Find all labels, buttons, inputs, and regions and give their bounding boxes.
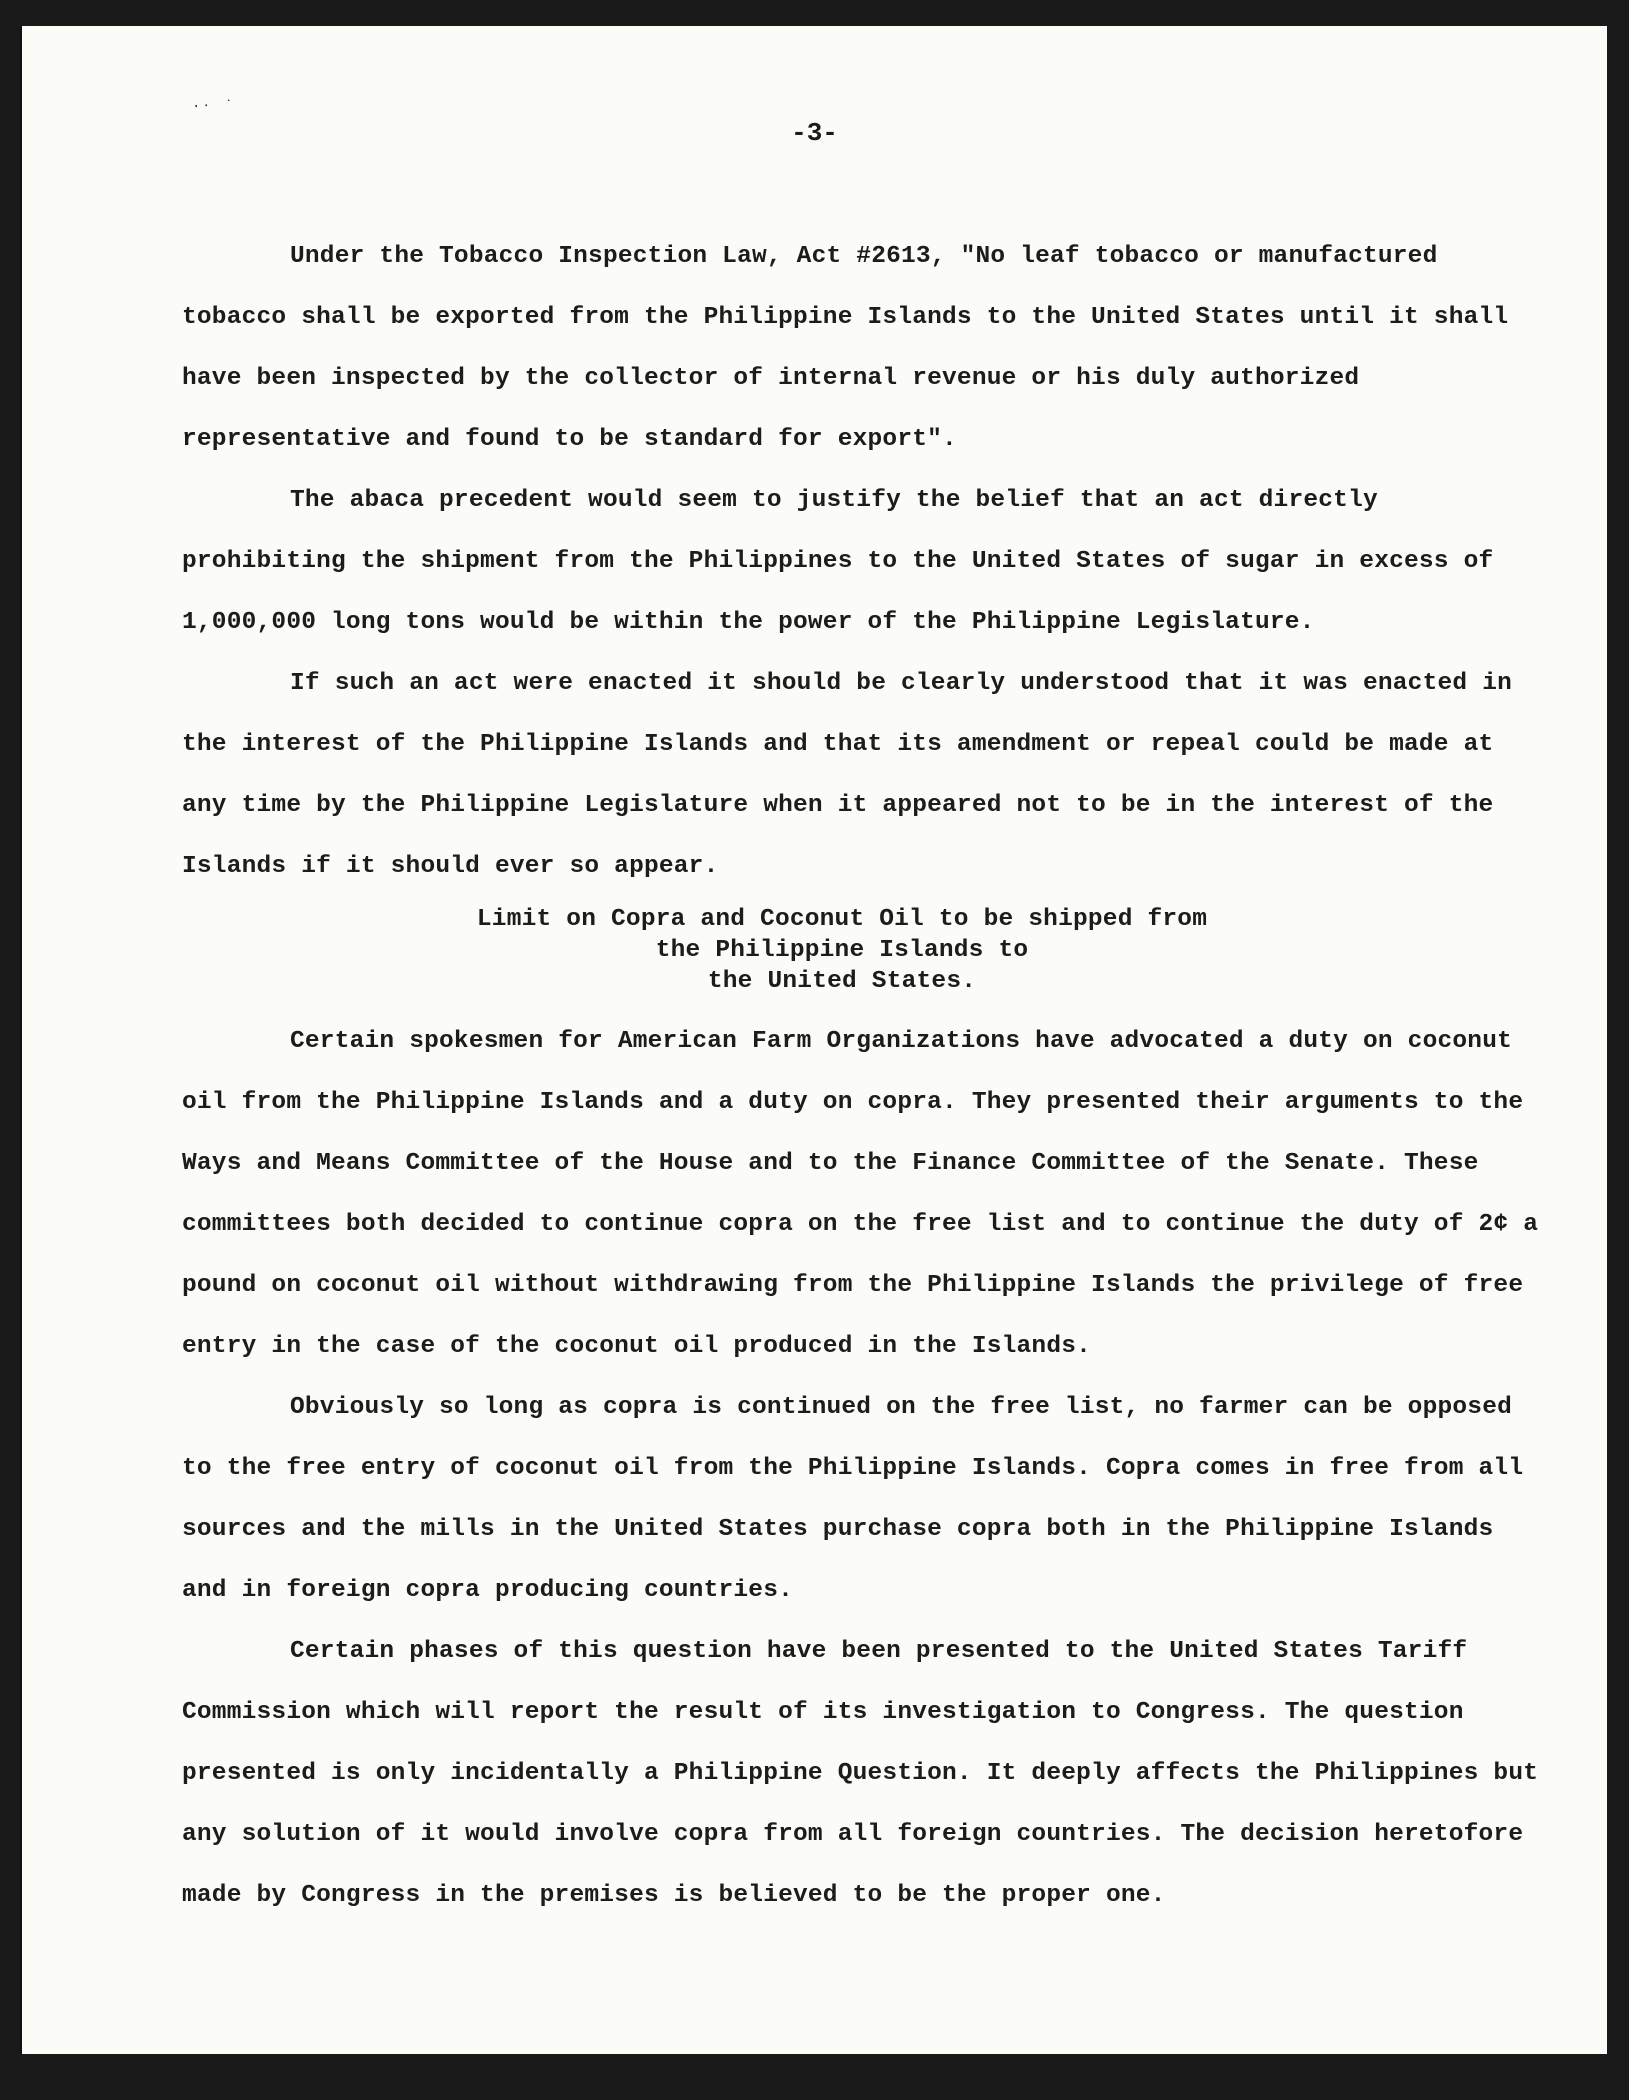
heading-line: Limit on Copra and Coconut Oil to be shipped from [476, 906, 1208, 933]
scan-border-top [0, 0, 1629, 26]
scan-specks-decoration: ∙⸱ ˙ [192, 99, 237, 115]
paragraph-act-enactment: If such an act were enacted it should be clearly understood that it was enacted in the interest of the Philippine Islands and that its amendment or repeal could be made at any time by the Philippine Legislature when it appeared not to be in the interest of the Islands if it should ever so appear. [182, 670, 1512, 880]
paragraph-abaca-precedent: The abaca precedent would seem to justify the belief that an act directly prohibiting the shipment from the Philippines to the United States of sugar in excess of 1,000,000 long tons would be within the power of the Philippine Legislature. [182, 487, 1494, 636]
scan-border-left [0, 0, 20, 2100]
document-page [22, 26, 1607, 2054]
paragraph-copra-free-list: Obviously so long as copra is continued on the free list, no farmer can be opposed to the free entry of coconut oil from the Philippine Islands. Copra comes in free from all sources and the mills in the United States purchase copra both in the Philippine Islands and in foreign copra producing countries. [182, 1394, 1524, 1604]
heading-line: the United States. [707, 968, 977, 995]
paragraph-farm-organizations: Certain spokesmen for American Farm Organizations have advocated a duty on coconut oil from the Philippine Islands and a duty on copra. They presented their arguments to the Ways and Means Committee of the House and to the Finance Committee of the Senate. These committees both decided to continue copra on the free list and to continue the duty of 2¢ a pound on coconut oil without withdrawing from the Philippine Islands the privilege of free entry in the case of the coconut oil produced in the Islands. [182, 1028, 1539, 1360]
section-heading [142, 897, 1542, 1011]
paragraph-tariff-commission: Certain phases of this question have been presented to the United States Tariff Commission which will report the result of its investigation to Congress. The question presented is only incidentally a Philippine Question. It deeply affects the Philippines but any solution of it would involve copra from all foreign countries. The decision heretofore made by Congress in the premises is believed to be the proper one. [182, 1638, 1539, 1909]
heading-line: the Philippine Islands to [655, 937, 1029, 964]
paragraph-tobacco-law: Under the Tobacco Inspection Law, Act #2613, "No leaf tobacco or manufactured tobacco shall be exported from the Philippine Islands to the United States until it shall have been inspected by the collector of internal revenue or his duly authorized representative and found to be standard for export". [182, 243, 1509, 453]
document-body [182, 226, 1542, 1926]
page-number: -3- [791, 118, 838, 148]
scan-border-bottom [0, 2054, 1629, 2100]
scan-border-right [1607, 0, 1629, 2100]
